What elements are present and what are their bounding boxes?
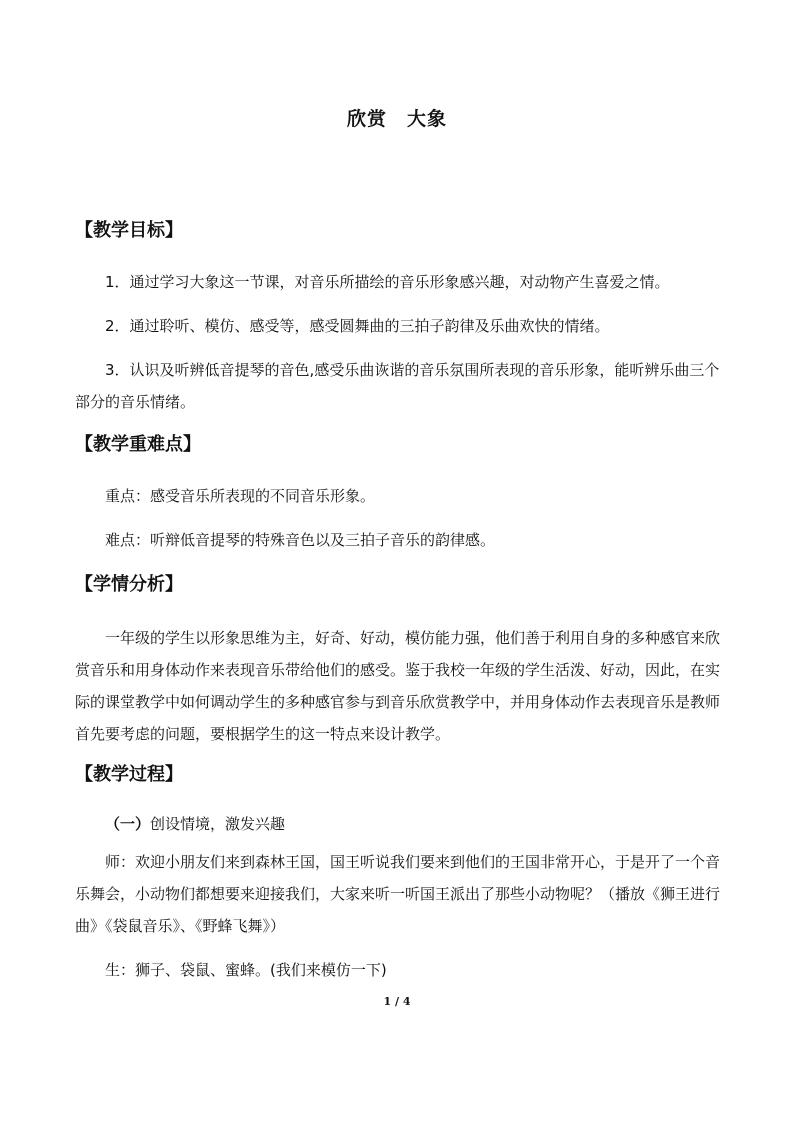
student-dialogue: 生：狮子、袋鼠、蜜蜂。(我们来模仿一下) <box>105 961 387 979</box>
section-heading-analysis: 【学情分析】 <box>75 574 183 595</box>
process-step-1 <box>75 808 725 840</box>
key-point-item: 重点：感受音乐所表现的不同音乐形象。 <box>105 487 376 505</box>
goal-item-3: 3．认识及听辨低音提琴的音色,感受乐曲诙谐的音乐氛围所表现的音乐形象，能听辨乐曲三个部分的音乐情绪。 <box>75 361 720 411</box>
difficult-point-item: 难点：听辩低音提琴的特殊音色以及三拍子音乐的韵律感。 <box>105 531 496 549</box>
section-heading-goals: 【教学目标】 <box>75 220 183 241</box>
page-number: 1 / 4 <box>383 995 411 1008</box>
process-step-1-label: （一） <box>105 815 151 833</box>
goal-item-1: 1．通过学习大象这一节课，对音乐所描绘的音乐形象感兴趣，对动物产生喜爱之情。 <box>105 273 670 291</box>
analysis-paragraph: 一年级的学生以形象思维为主，好奇、好动，模仿能力强，他们善于利用自身的多种感官来欣赏音乐和用身体动作来表现音乐带给他们的感受。鉴于我校一年级的学生活泼、好动，因此，在实际的课堂教学中如何调动学生的多种感官参与到音乐欣赏教学中，并用身体动作去表现音乐是教师首先要考虑的问题，要根据学生的这一特点来设计教学。 <box>75 629 721 743</box>
page-title: 欣赏 大象 <box>346 108 447 130</box>
process-step-1-title: 创设情境，激发兴趣 <box>150 815 286 833</box>
section-heading-process: 【教学过程】 <box>75 764 183 785</box>
teacher-dialogue: 师：欢迎小朋友们来到森林王国，国王听说我们要来到他们的王国非常开心，于是开了一个音乐舞会，小动物们都想要来迎接我们，大家来听一听国王派出了那些小动物呢？（播放《狮王进行曲》《袋鼠音乐》、《野蜂飞舞》） <box>75 853 721 935</box>
section-heading-key-points: 【教学重难点】 <box>75 434 201 455</box>
goal-item-2: 2．通过聆听、模仿、感受等，感受圆舞曲的三拍子韵律及乐曲欢快的情绪。 <box>105 317 610 335</box>
